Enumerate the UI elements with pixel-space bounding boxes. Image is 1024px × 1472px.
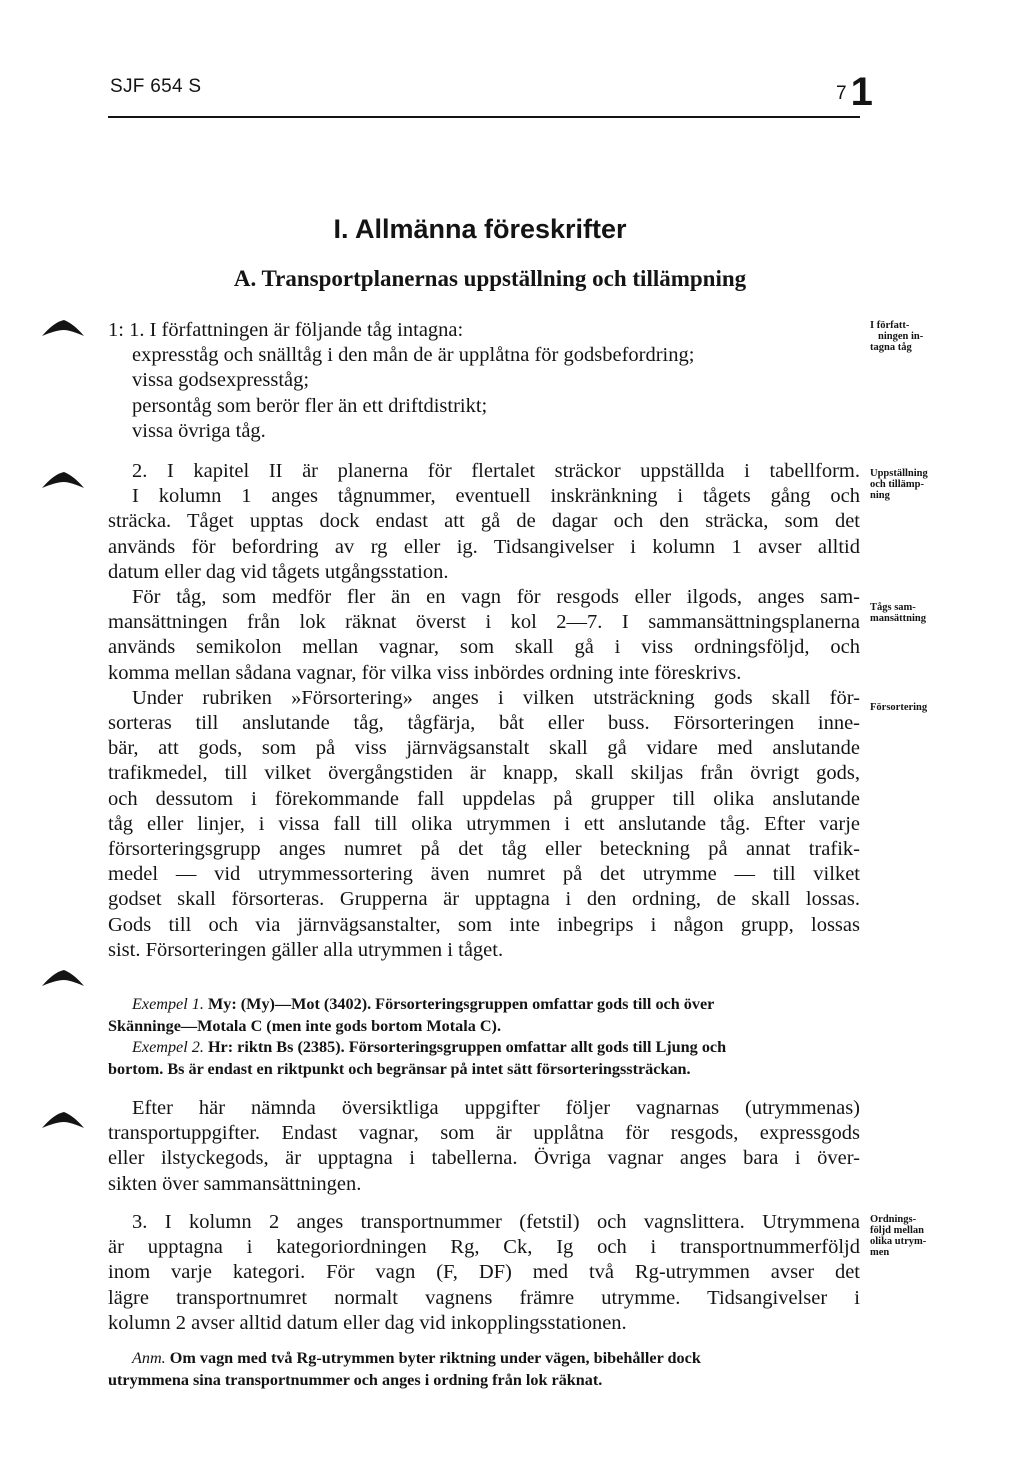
margin-note-sammansattning (870, 602, 926, 624)
text-line: datum eller dag vid tågets utgångsstation. (108, 560, 449, 583)
margin-note-line: men (870, 1247, 890, 1258)
margin-note-line: Uppställning (870, 468, 928, 479)
margin-note-ordningsfoljd (870, 1214, 926, 1258)
margin-note-line: och tillämp- (870, 479, 924, 490)
text-line: sist. Försorteringen gäller alla utrymmen i tåget. (108, 938, 504, 961)
remark-text: Om vagn med två Rg-utrymmen byter riktning under vägen, bibehåller dock (169, 1349, 701, 1367)
text-line: godset skall försorteras. Grupperna är upptagna i den ordning, de skall lossas. (108, 888, 860, 911)
text-line: mansättningen från lok räknat överst i kol 2—7. I sammansättningsplanerna (108, 611, 860, 634)
text-line: 2. I kapitel II är planerna för flertalet sträckor uppställda i tabellform. (132, 460, 860, 482)
example-2-continued: bortom. Bs är endast en riktpunkt och begränsar på intet sätt försorteringssträckan. (108, 1059, 691, 1078)
margin-note-line: Försortering (870, 702, 928, 713)
text-line: Efter här nämnda översiktliga uppgifter följer vagnarnas (utrymmenas) (132, 1097, 860, 1119)
section-3 (108, 1210, 860, 1336)
margin-note-intagna-tag (870, 320, 923, 353)
text-line: används för befordring av rg eller ig. Tidsangivelser i kolumn 1 avser alltid (108, 535, 860, 558)
example-1-text: My: (My)—Mot (3402). Försorteringsgruppen omfattar gods till och över (207, 995, 715, 1013)
text-line: trafikmedel, till vilket övergångstiden är knapp, skall skiljas från övrigt gods, (108, 762, 860, 785)
text-line: Under rubriken »Försortering» anges i vilken utsträckning gods skall för- (132, 686, 860, 709)
document-id: SJF 654 S (110, 76, 202, 97)
text-line: är upptagna i kategoriordningen Rg, Ck, Ig och i transportnummerföljd (108, 1236, 860, 1259)
revision-mark-icon (40, 966, 86, 988)
page-title: I. Allmänna föreskrifter (333, 214, 627, 244)
text-line: kolumn 2 avser alltid datum eller dag vid inkopplingsstationen. (108, 1311, 627, 1334)
margin-note-forsortering (870, 702, 927, 713)
margin-note-line: ningen in- (878, 331, 924, 342)
header-rule (108, 116, 860, 118)
page-number (836, 70, 873, 115)
examples (108, 994, 860, 1080)
section-1 (108, 318, 694, 444)
margin-note-line: Tågs sam- (870, 602, 916, 613)
text-line: inom varje kategori. För vagn (F, DF) med två Rg-utrymmen avser det (108, 1261, 860, 1284)
text-line: sikten över sammansättningen. (108, 1172, 362, 1195)
margin-note-line: tagna tåg (870, 342, 912, 353)
text-line: medel — vid utrymmessortering även numret på det utrymme — till vilket (108, 863, 860, 886)
remark-continued: utrymmena sina transportnummer och anges i ordning från lok räknat. (108, 1370, 603, 1389)
text-line: bär, att gods, som på viss järnvägsanstalt skall gå vidare med anslutande (108, 737, 860, 760)
remark (108, 1348, 860, 1391)
text-line: används semikolon mellan vagnar, som skall gå i viss ordningsföljd, och (108, 636, 860, 659)
remark-line (108, 1348, 860, 1370)
text-line: persontåg som berör fler än ett driftdistrikt; (132, 394, 488, 417)
example-1 (108, 994, 860, 1016)
text-line: Gods till och via järnvägsanstalter, som inte inbegrips i någon grupp, lossas (108, 913, 860, 936)
text-line: I kolumn 1 anges tågnummer, eventuell inskränkning i tågets gång och (132, 485, 860, 508)
text-line: sorteras till anslutande tåg, tågfärja, båt eller buss. Försorteringen inne- (108, 712, 860, 735)
section-1-lead: 1: 1. I författningen är följande tåg intagna: (108, 319, 464, 341)
text-line: försorteringsgrupp anges numret på det tåg eller beteckning på annat trafik- (108, 838, 860, 861)
text-line: vissa övriga tåg. (132, 419, 266, 442)
margin-note-line: ning (870, 490, 890, 501)
example-2 (108, 1037, 860, 1059)
text-line: och dessutom i förekommande fall uppdelas på grupper till olika anslutande (108, 787, 860, 810)
margin-note-line: mansättning (870, 613, 927, 624)
text-line: lägre transportnumret normalt vagnens främre utrymme. Tidsangivelser i (108, 1286, 860, 1309)
page-number-suffix: 1 (850, 70, 873, 114)
text-line: expresståg och snälltåg i den mån de är upplåtna för godsbefordring; (132, 344, 695, 367)
margin-note-line: I författ- (870, 320, 910, 331)
text-line: eller ilstyckegods, är upptagna i tabellerna. Övriga vagnar anges bara i över- (108, 1147, 860, 1170)
text-line: 3. I kolumn 2 anges transportnummer (fetstil) och vagnslittera. Utrymmena (132, 1211, 860, 1233)
revision-mark-icon (40, 1108, 86, 1130)
example-2-text: Hr: riktn Bs (2385). Försorteringsgruppen omfattar allt gods till Ljung och (207, 1038, 727, 1056)
section-2 (108, 459, 860, 963)
example-1-label: Exempel 1. (132, 995, 204, 1013)
revision-mark-icon (40, 468, 86, 490)
margin-note-uppstallning (870, 468, 928, 501)
section-2-continued (108, 1096, 860, 1197)
example-1-continued: Skänninge—Motala C (men inte gods bortom Motala C). (108, 1016, 501, 1035)
text-line: sträcka. Tåget upptas dock endast att gå de dagar och den sträcka, som det (108, 510, 860, 533)
page-subtitle: A. Transportplanernas uppställning och tillämpning (233, 266, 747, 291)
text-line: komma mellan sådana vagnar, för vilka viss inbördes ordning inte föreskrivs. (108, 661, 742, 684)
margin-note-line: Ordnings- (870, 1214, 917, 1225)
margin-note-line: följd mellan (870, 1225, 924, 1236)
revision-mark-icon (40, 316, 86, 338)
remark-label: Anm. (132, 1349, 166, 1367)
example-2-label: Exempel 2. (132, 1038, 204, 1056)
margin-note-line: olika utrym- (870, 1236, 927, 1247)
text-line: För tåg, som medför fler än en vagn för resgods eller ilgods, anges sam- (132, 586, 860, 609)
text-line: transportuppgifter. Endast vagnar, som är upplåtna för resgods, expressgods (108, 1122, 860, 1145)
text-line: tåg eller linjer, i vissa fall till olika utrymmen i ett anslutande tåg. Efter varje (108, 812, 860, 835)
page-number-value: 7 (836, 83, 847, 104)
text-line: vissa godsexpresståg; (132, 369, 310, 392)
